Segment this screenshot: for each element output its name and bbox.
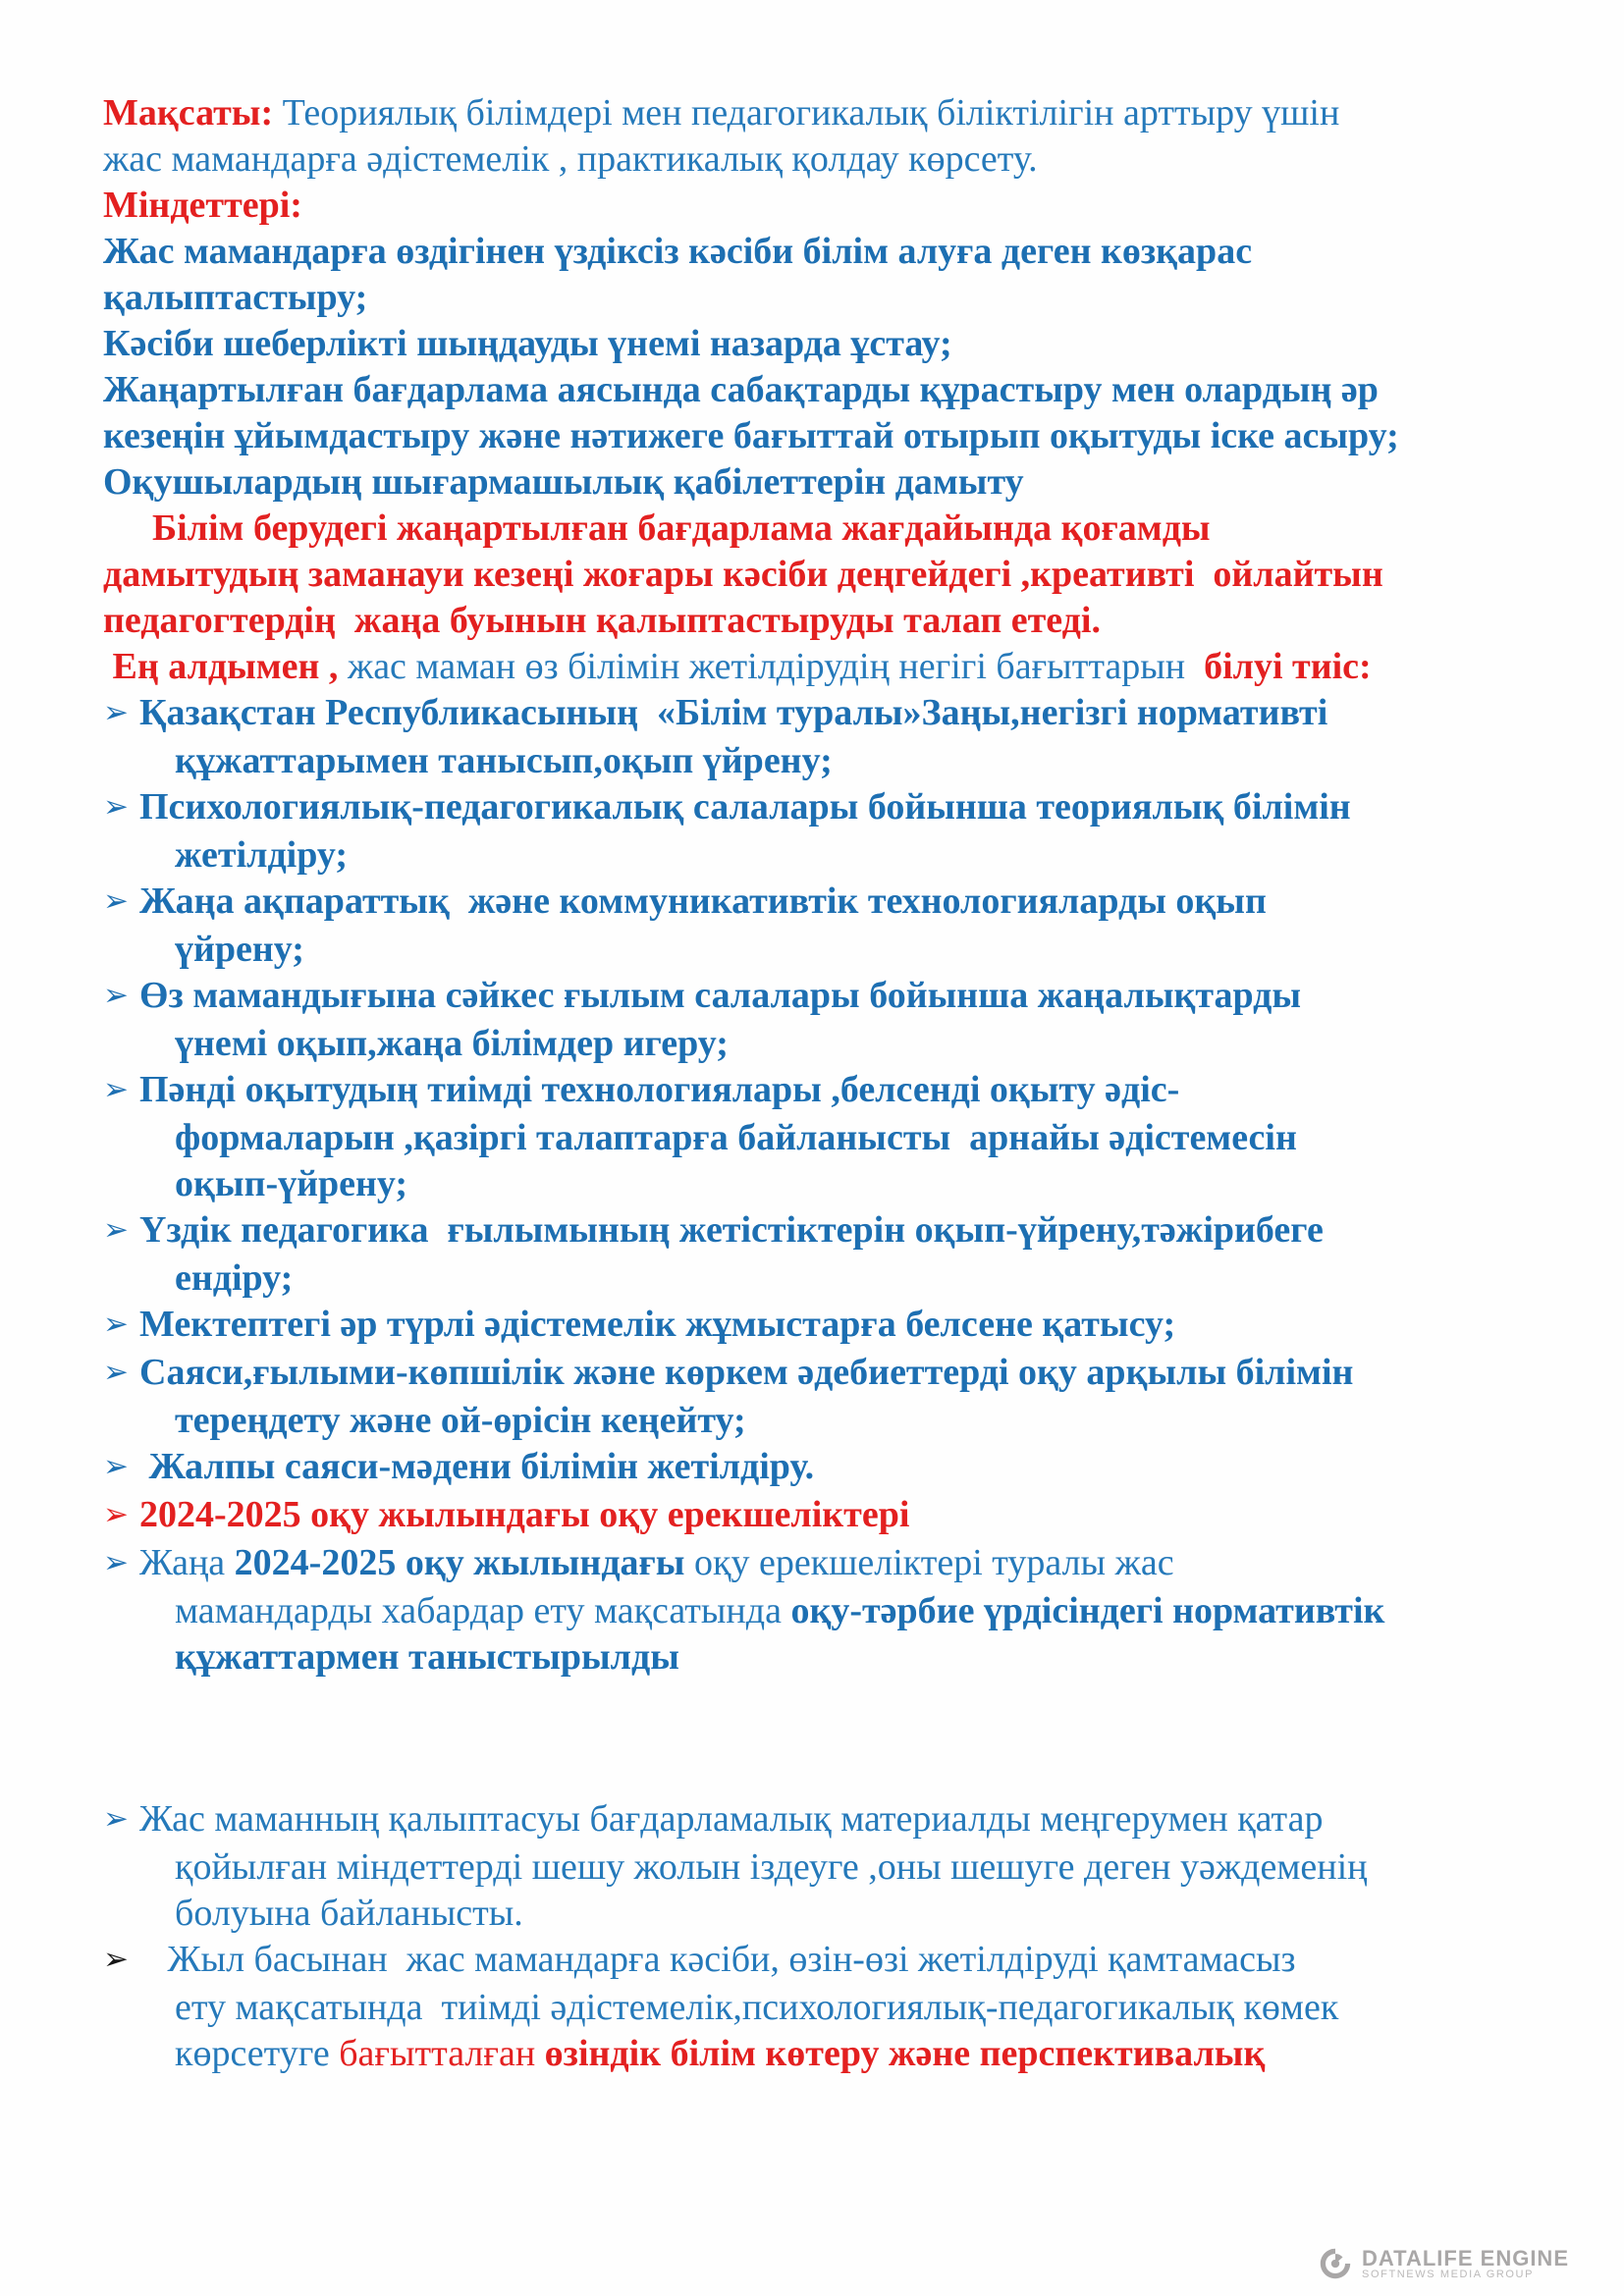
bullet-arrow-icon-blue: ➢	[103, 978, 129, 1013]
text-segment: Оқушылардың шығармашылық қабілеттерін дамыту	[103, 461, 1024, 503]
list-item-continuation-line	[103, 2031, 1551, 2077]
bullet-arrow-icon-blue: ➢	[103, 1449, 129, 1484]
list-item-continuation-line	[103, 1021, 1551, 1067]
document-content	[103, 90, 1551, 2077]
bullet-arrow-icon-blue: ➢	[103, 695, 129, 730]
list-item-continuation-line	[103, 1891, 1551, 1937]
text-segment: жас мамандарға әдістемелік , практикалық қолдау көрсету.	[103, 138, 1038, 180]
paragraph-line	[103, 275, 1551, 321]
list-item-line	[103, 879, 1551, 927]
watermark-text	[1362, 2247, 1569, 2281]
text-segment: көрсетуге	[175, 2033, 340, 2074]
bullet-arrow-icon-blue: ➢	[103, 789, 129, 825]
paragraph-line	[103, 459, 1551, 506]
datalife-engine-watermark	[1317, 2245, 1569, 2282]
list-item-continuation-line	[103, 1985, 1551, 2031]
list-item-continuation-line	[103, 1588, 1551, 1634]
text-segment: жас маман өз білімін жетілдірудің негігі бағыттарын	[338, 646, 1195, 687]
list-item-line	[103, 1796, 1551, 1844]
list-item-line	[103, 973, 1551, 1021]
datalife-engine-logo-icon	[1317, 2245, 1354, 2282]
text-segment: Жаңартылған бағдарлама аясында сабақтарды құрастыру мен олардың әр	[103, 369, 1379, 410]
list-item-continuation-line	[103, 927, 1551, 973]
list-item-line	[103, 1540, 1551, 1588]
text-segment: Өз мамандығына сәйкес ғылым салалары бойынша жаңалықтарды	[139, 975, 1302, 1016]
text-segment: кезеңін ұйымдастыру және нәтижеге бағыттай отырып оқытуды іске асыру;	[103, 415, 1399, 456]
list-item-line	[103, 1350, 1551, 1398]
paragraph-line	[103, 183, 1551, 229]
text-segment: құжаттарымен танысып,оқып үйрену;	[175, 740, 833, 781]
text-segment: Пәнді оқытудың тиімді технологиялары ,белсенді оқыту әдіс-	[139, 1069, 1180, 1110]
list-item-line	[103, 1067, 1551, 1115]
list-item-line	[103, 1302, 1551, 1350]
text-segment: Жалпы саяси-мәдени білімін жетілдіру.	[139, 1446, 815, 1487]
bullet-arrow-icon-blue: ➢	[103, 1307, 129, 1342]
paragraph-line	[103, 229, 1551, 275]
text-segment: білуі тиіс:	[1194, 646, 1372, 687]
text-segment: Ең алдымен ,	[103, 646, 339, 687]
bullet-arrow-icon-blue: ➢	[103, 1545, 129, 1580]
paragraph-line	[103, 552, 1551, 598]
bullet-arrow-icon-red: ➢	[103, 1497, 129, 1532]
bullet-arrow-icon-blue: ➢	[103, 883, 129, 919]
text-segment: дамытудың заманауи кезеңі жоғары кәсіби деңгейдегі ,креативті ойлайтын	[103, 554, 1383, 595]
watermark-subtitle: SOFTNEWS MEDIA GROUP	[1362, 2268, 1535, 2280]
list-item-continuation-line	[103, 1634, 1551, 1681]
text-segment: Психологиялық-педагогикалық салалары бойынша теориялық білімін	[139, 786, 1351, 828]
text-segment: педагогтердің жаңа буынын қалыптастыруды талап етеді.	[103, 600, 1101, 641]
text-segment: Жас мамандарға өздігінен үздіксіз кәсіби білім алуға деген көзқарас	[103, 231, 1253, 272]
paragraph-line	[103, 598, 1551, 644]
text-segment: 2024-2025 оқу жылындағы	[234, 1542, 694, 1583]
text-segment: мамандарды хабардар ету мақсатында	[175, 1590, 791, 1631]
text-segment: қалыптастыру;	[103, 277, 368, 318]
list-item-continuation-line	[103, 1255, 1551, 1302]
text-segment: Саяси,ғылыми-көпшілік және көркем әдебиеттерді оқу арқылы білімін	[139, 1352, 1354, 1393]
text-segment: құжаттармен таныстырылды	[175, 1636, 679, 1678]
bullet-arrow-icon-blue: ➢	[103, 1355, 129, 1390]
text-segment: оқу ерекшеліктері туралы жас	[693, 1542, 1174, 1583]
bullet-arrow-icon-blue: ➢	[103, 1801, 129, 1837]
text-segment: оқу-тәрбие үрдісіндегі нормативтік	[790, 1590, 1385, 1631]
list-item-continuation-line	[103, 1844, 1551, 1891]
list-item-line	[103, 690, 1551, 738]
text-segment: Кәсіби шеберлікті шыңдауды үнемі назарда ұстау;	[103, 323, 952, 364]
text-segment: Теориялық білімдері мен педагогикалық біліктілігін арттыру үшін	[273, 92, 1340, 133]
text-segment: ету мақсатында тиімді әдістемелік,психологиялық-педагогикалық көмек	[175, 1987, 1339, 2028]
list-item-continuation-line	[103, 738, 1551, 784]
text-segment: өзіндік білім көтеру және перспективалық	[544, 2033, 1266, 2074]
text-segment: үйрену;	[175, 929, 304, 970]
paragraph-line	[103, 136, 1551, 183]
text-segment: тереңдету және ой-өрісін кеңейту;	[175, 1400, 746, 1441]
text-segment: Қазақстан Республикасының «Білім туралы»Заңы,негізгі нормативті	[139, 692, 1328, 733]
text-segment: Жаңа	[139, 1542, 235, 1583]
watermark-brand: DATALIFE ENGINE	[1362, 2245, 1569, 2270]
paragraph-line	[103, 506, 1551, 552]
list-item-line	[103, 1937, 1551, 1985]
list-item-line	[103, 784, 1551, 832]
text-segment: Білім берудегі жаңартылған бағдарлама жағдайында қоғамды	[152, 507, 1211, 549]
bullet-arrow-icon-blue: ➢	[103, 1072, 129, 1107]
paragraph-line	[103, 90, 1551, 136]
text-segment: үнемі оқып,жаңа білімдер игеру;	[175, 1023, 729, 1064]
paragraph-line	[103, 321, 1551, 367]
bullet-arrow-icon-black: ➢	[103, 1942, 129, 1977]
text-segment: Жыл басынан жас мамандарға кәсіби, өзін-өзі жетілдіруді қамтамасыз	[139, 1939, 1296, 1980]
text-segment: ендіру;	[175, 1257, 294, 1299]
text-segment: жетілдіру;	[175, 834, 349, 876]
text-segment: Міндеттері:	[103, 185, 302, 226]
text-segment: қойылған міндеттерді шешу жолын іздеуге ,оны шешуге деген уәждеменің	[175, 1846, 1368, 1888]
text-segment: бағытталған	[339, 2033, 545, 2074]
list-item-continuation-line	[103, 1398, 1551, 1444]
list-item-line	[103, 1492, 1551, 1540]
text-segment: 2024-2025 оқу жылындағы оқу ерекшеліктері	[139, 1494, 910, 1535]
text-segment: Жаңа ақпараттық және коммуникативтік технологияларды оқып	[139, 881, 1267, 922]
list-item-line	[103, 1207, 1551, 1255]
text-segment: болуына байланысты.	[175, 1893, 523, 1934]
text-segment: Жас маманның қалыптасуы бағдарламалық материалды меңгерумен қатар	[139, 1798, 1324, 1840]
text-segment: оқып-үйрену;	[175, 1163, 408, 1204]
list-item-continuation-line	[103, 1161, 1551, 1207]
paragraph-line	[103, 413, 1551, 459]
paragraph-line	[103, 644, 1551, 690]
paragraph-line	[103, 367, 1551, 413]
list-item-continuation-line	[103, 1115, 1551, 1161]
list-item-line	[103, 1444, 1551, 1492]
list-item-continuation-line	[103, 832, 1551, 879]
text-segment: Үздік педагогика ғылымының жетістіктерін оқып-үйрену,тәжірибеге	[139, 1209, 1324, 1251]
bullet-arrow-icon-blue: ➢	[103, 1212, 129, 1248]
text-segment: Мектептегі әр түрлі әдістемелік жұмыстарға белсене қатысу;	[139, 1304, 1176, 1345]
text-segment: формаларын ,қазіргі талаптарға байланысты арнайы әдістемесін	[175, 1117, 1297, 1158]
text-segment: Мақсаты:	[103, 92, 274, 133]
